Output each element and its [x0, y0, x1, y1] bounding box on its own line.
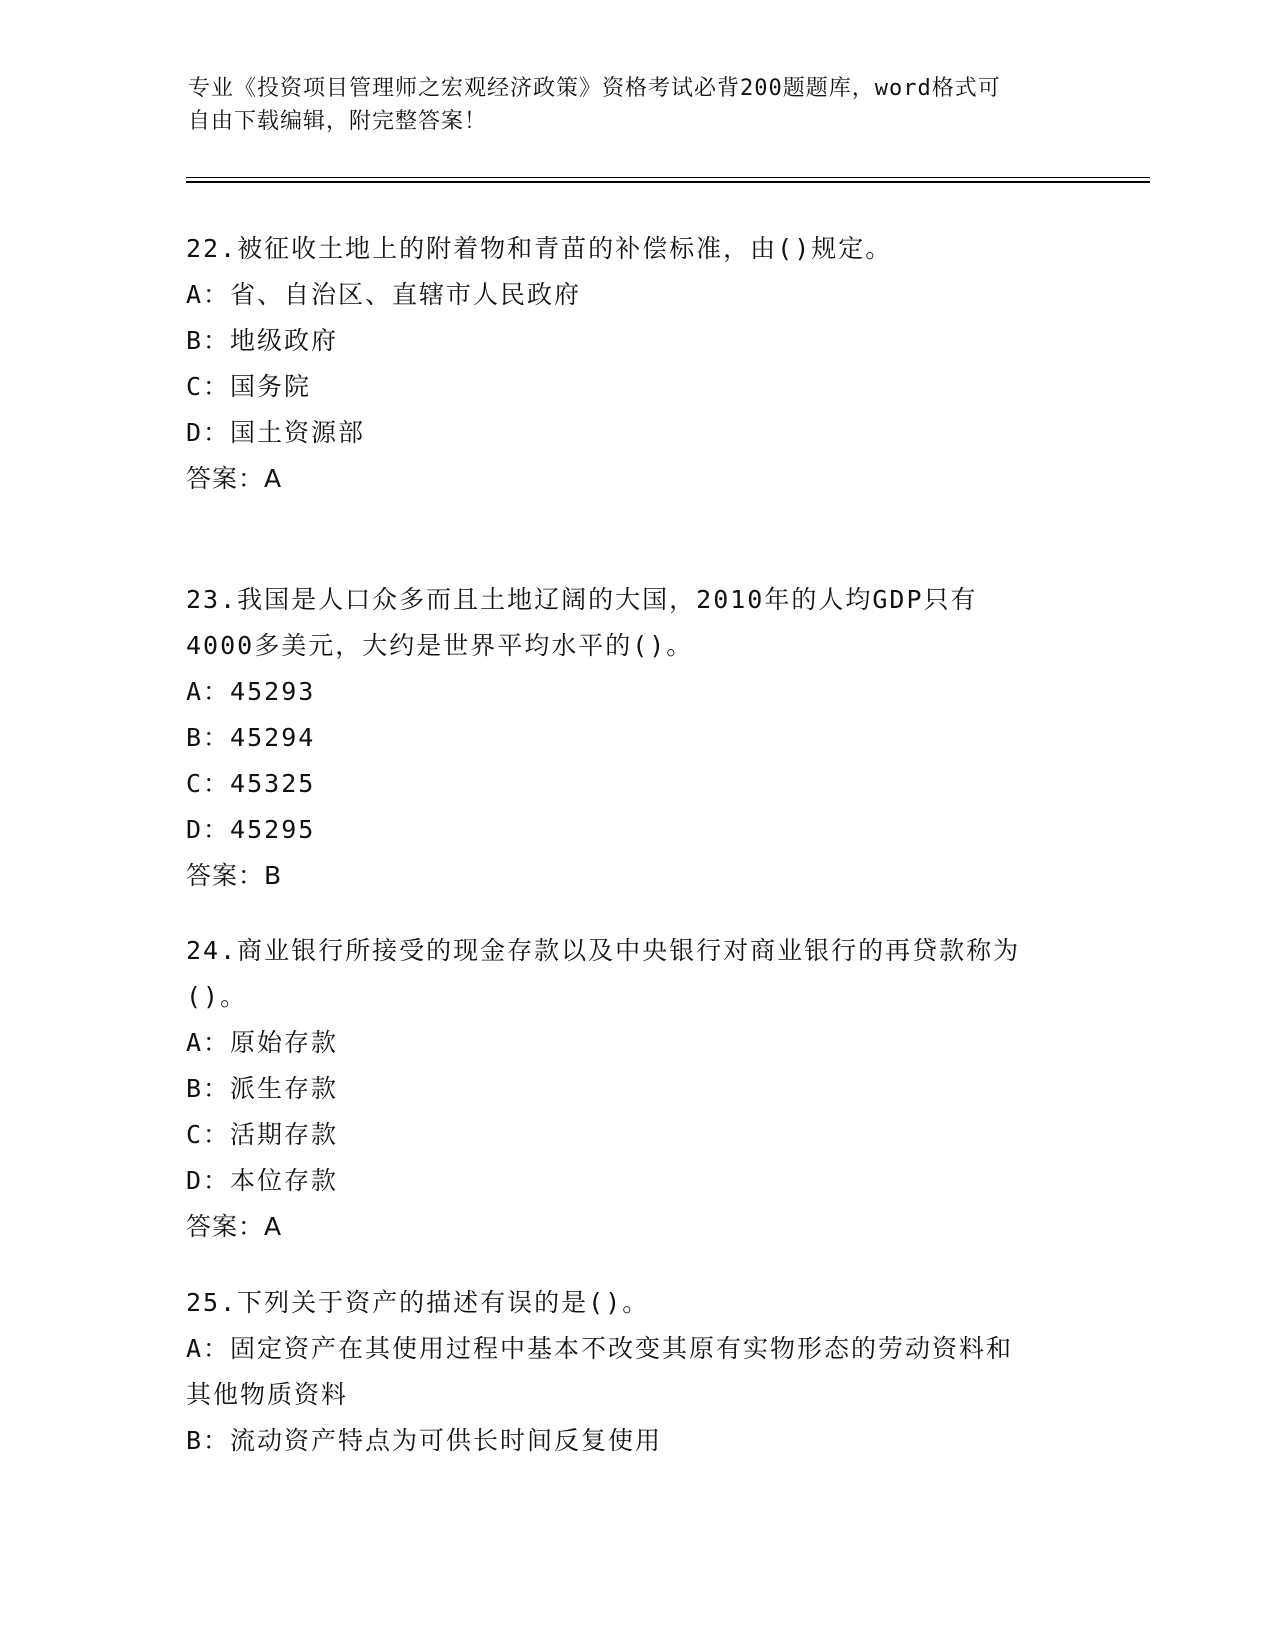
header-line-2: 自由下载编辑，附完整答案！ [188, 109, 488, 134]
option-c: C：活期存款 [186, 1120, 339, 1149]
question-stem: 22.被征收土地上的附着物和青苗的补偿标准，由()规定。 [186, 234, 893, 263]
header-line-1: 专业《投资项目管理师之宏观经济政策》资格考试必背200题题库，word格式可 [188, 76, 1001, 101]
option-a-line-2: 其他物质资料 [186, 1380, 349, 1409]
question-stem: 25.下列关于资产的描述有误的是()。 [186, 1288, 650, 1317]
header-divider-thin [186, 177, 1150, 178]
option-d: D：45295 [186, 815, 316, 844]
answer-line: 答案：A [186, 1212, 283, 1241]
option-b: B：地级政府 [186, 326, 339, 355]
question-stem-line-2: 4000多美元，大约是世界平均水平的()。 [186, 631, 694, 660]
question-block-22 [186, 226, 1086, 502]
question-block-24 [186, 928, 1086, 1250]
option-a: A：原始存款 [186, 1028, 339, 1057]
answer-line: 答案：A [186, 464, 283, 493]
document-header [188, 72, 1068, 138]
answer-line: 答案：B [186, 861, 283, 890]
option-b: B：派生存款 [186, 1074, 339, 1103]
option-b: B：45294 [186, 723, 316, 752]
option-a: A：省、自治区、直辖市人民政府 [186, 280, 582, 309]
header-divider-thick [186, 181, 1150, 183]
option-c: C：国务院 [186, 372, 312, 401]
question-stem-line-1: 24.商业银行所接受的现金存款以及中央银行对商业银行的再贷款称为 [186, 936, 1021, 965]
question-block-25 [186, 1280, 1086, 1464]
option-c: C：45325 [186, 769, 316, 798]
question-stem-line-1: 23.我国是人口众多而且土地辽阔的大国，2010年的人均GDP只有 [186, 585, 978, 614]
option-a: A：45293 [186, 677, 316, 706]
question-stem-line-2: ()。 [186, 982, 248, 1011]
question-block-23 [186, 577, 1086, 899]
option-d: D：国土资源部 [186, 418, 366, 447]
option-d: D：本位存款 [186, 1166, 339, 1195]
option-a-line-1: A：固定资产在其使用过程中基本不改变其原有实物形态的劳动资料和 [186, 1334, 1014, 1363]
option-b: B：流动资产特点为可供长时间反复使用 [186, 1426, 663, 1455]
